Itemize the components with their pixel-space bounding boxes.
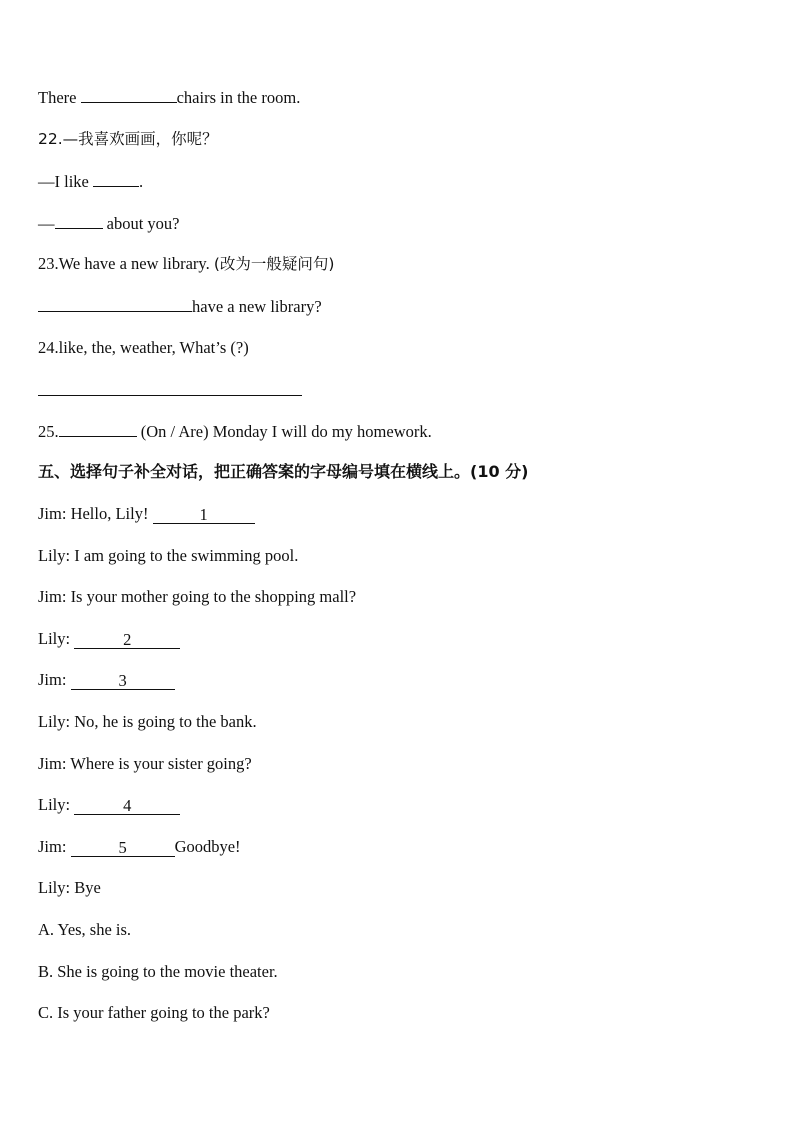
answer-blank-5[interactable]: 5 — [71, 840, 175, 857]
speaker: Lily: — [38, 878, 71, 897]
dialogue-line-9 — [38, 837, 241, 857]
answer-blank-2[interactable]: 2 — [74, 632, 180, 649]
q22-blank-2[interactable] — [55, 213, 103, 229]
speaker: Jim: — [38, 754, 67, 773]
q24-number: 24. — [38, 338, 59, 357]
question-25 — [38, 421, 432, 442]
dialogue-line-3 — [38, 587, 356, 607]
dialogue-text: Is your mother going to the shopping mall? — [70, 587, 357, 606]
q24-answer-blank[interactable] — [38, 380, 302, 396]
question-24 — [38, 338, 249, 358]
dialogue-line-1 — [38, 504, 255, 524]
dialogue-text: No, he is going to the bank. — [74, 712, 257, 731]
dialogue-text: Goodbye! — [174, 837, 241, 856]
speaker: Jim: — [38, 670, 67, 689]
q23-text: We have a new library. — [58, 254, 210, 273]
question-21 — [38, 87, 300, 108]
speaker: Lily: — [38, 712, 71, 731]
question-23-answer — [38, 296, 322, 317]
dialogue-line-2 — [38, 546, 298, 566]
question-22-line-2 — [38, 213, 179, 234]
speaker: Jim: — [38, 504, 67, 523]
q25-number: 25. — [38, 422, 59, 441]
dialogue-line-10 — [38, 878, 101, 898]
dialogue-line-5 — [38, 670, 175, 690]
question-22-line-1 — [38, 171, 143, 192]
dialogue-text: Hello, Lily! — [70, 504, 149, 523]
q23-answer-post: have a new library? — [192, 297, 322, 316]
dialogue-text: Where is your sister going? — [70, 754, 252, 773]
q21-post-text: chairs in the room. — [176, 88, 301, 107]
speaker: Lily: — [38, 795, 71, 814]
answer-blank-1[interactable]: 1 — [153, 507, 255, 524]
dialogue-line-8 — [38, 795, 180, 815]
q22-line1-pre: —I like — [38, 172, 89, 191]
q23-answer-blank[interactable] — [38, 296, 192, 312]
option-c: C. Is your father going to the park? — [38, 1003, 270, 1022]
q22-line2-pre: — — [38, 214, 55, 233]
q22-line2-post: about you? — [106, 214, 180, 233]
dialogue-line-6 — [38, 712, 257, 732]
q21-blank[interactable] — [81, 87, 177, 103]
question-24-answer — [38, 380, 302, 401]
speaker: Lily: — [38, 546, 71, 565]
q21-pre-text: There — [38, 88, 77, 107]
q23-number: 23. — [38, 254, 59, 273]
dialogue-line-7 — [38, 754, 252, 774]
dialogue-line-4 — [38, 629, 180, 649]
q25-blank[interactable] — [59, 421, 137, 437]
speaker: Jim: — [38, 587, 67, 606]
q24-words: like, the, weather, What’s (?) — [58, 338, 249, 357]
option-b: B. She is going to the movie theater. — [38, 962, 278, 981]
section-5-heading: 五、选择句子补全对话，把正确答案的字母编号填在横线上。(10 分) — [38, 462, 529, 481]
option-a: A. Yes, she is. — [38, 920, 132, 939]
q22-line1-post: . — [139, 172, 144, 191]
speaker: Lily: — [38, 629, 71, 648]
q22-blank-1[interactable] — [93, 171, 139, 187]
q23-note: (改为一般疑问句) — [213, 255, 335, 273]
dialogue-text: I am going to the swimming pool. — [74, 546, 299, 565]
question-23 — [38, 254, 334, 274]
answer-blank-4[interactable]: 4 — [74, 798, 180, 815]
answer-blank-3[interactable]: 3 — [71, 673, 175, 690]
dialogue-text: Bye — [74, 878, 101, 897]
question-22-prompt: 22.—我喜欢画画，你呢？ — [38, 130, 218, 148]
speaker: Jim: — [38, 837, 67, 856]
q25-post: (On / Are) Monday I will do my homework. — [140, 422, 432, 441]
